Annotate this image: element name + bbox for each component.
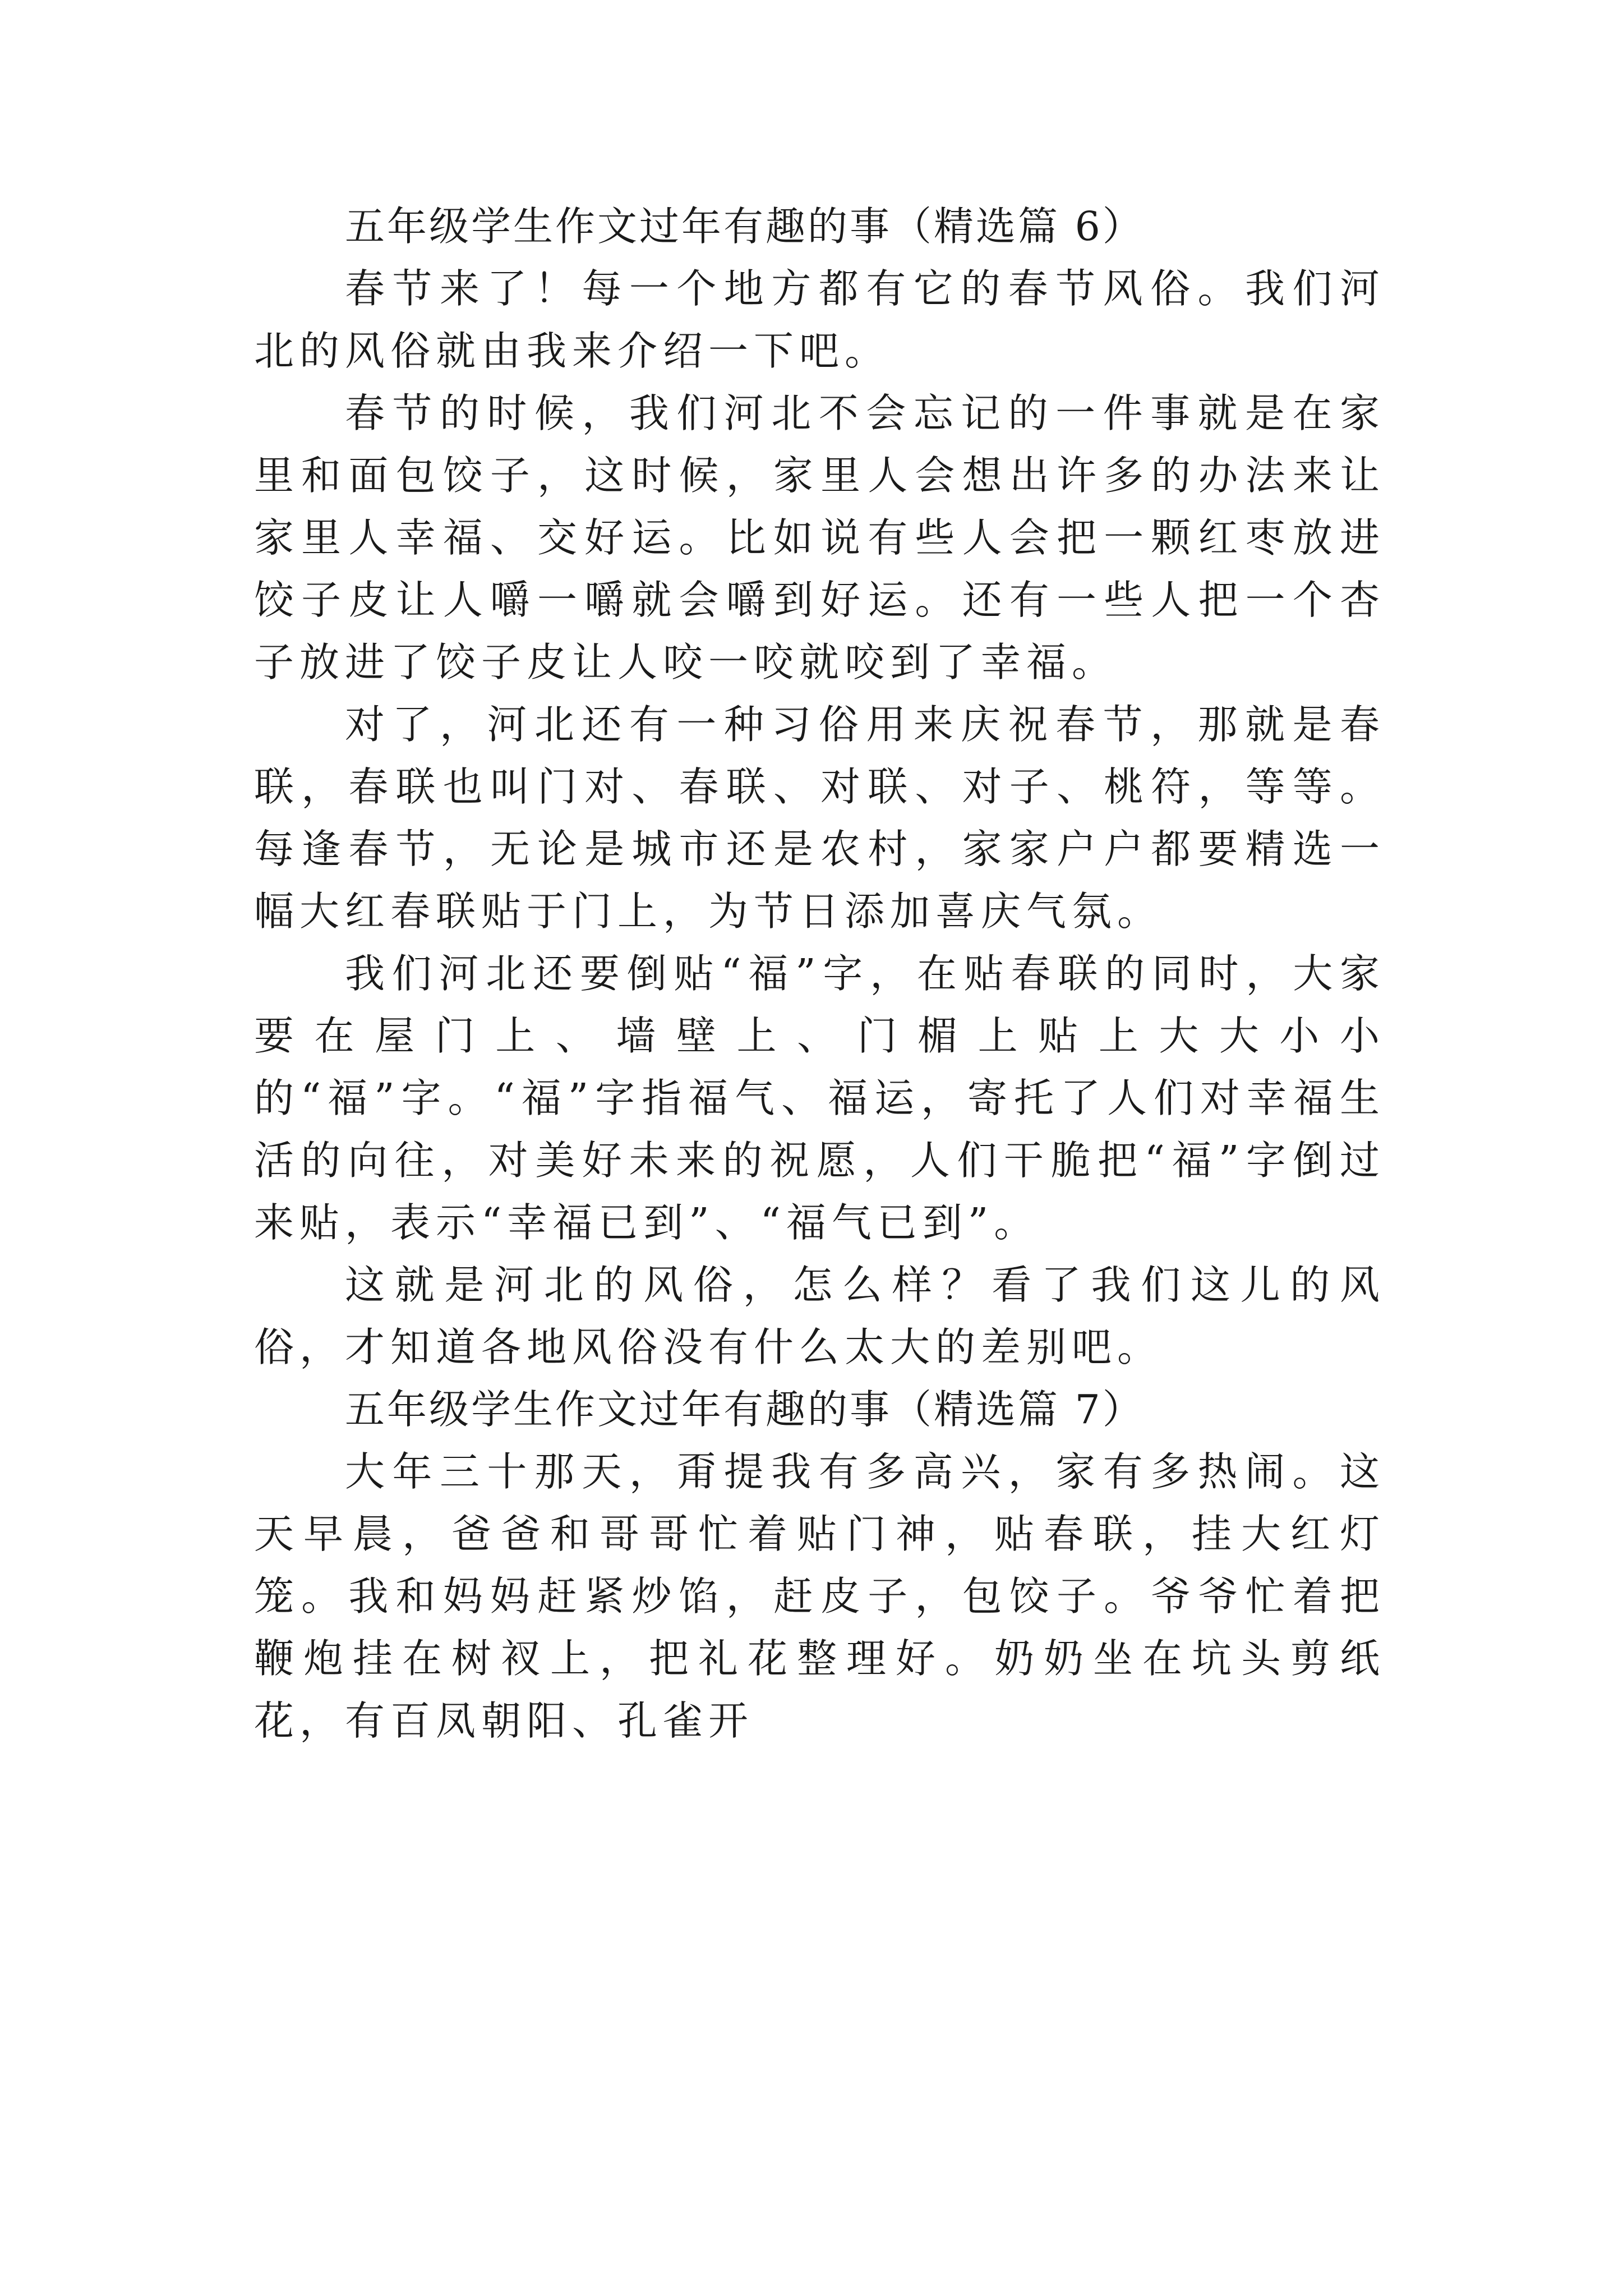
paragraph-2: 春节的时候，我们河北不会忘记的一件事就是在家里和面包饺子，这时候，家里人会想出许多的办法来让家里人幸福、交好运。比如说有些人会把一颗红枣放进饺子皮让人嚼一嚼就会嚼到好运。还有一些人把一个杏子放进了饺子皮让人咬一咬就咬到了幸福。 [254, 390, 1385, 685]
paragraph-6: 大年三十那天，甭提我有多高兴，家有多热闹。这天早晨，爸爸和哥哥忙着贴门神，贴春联，挂大红灯笼。我和妈妈赶紧炒馅，赶皮子，包饺子。爷爷忙着把鞭炮挂在树衩上，把礼花整理好。奶奶坐在坑头剪纸花，有百凤朝阳、孔雀开 [254, 1448, 1385, 1744]
paragraph-1: 春节来了！每一个地方都有它的春节风俗。我们河北的风俗就由我来介绍一下吧。 [254, 265, 1385, 374]
paragraph-5: 这就是河北的风俗，怎么样？看了我们这儿的风俗，才知道各地风俗没有什么太大的差别吧。 [254, 1262, 1385, 1370]
essay-heading-6: 五年级学生作文过年有趣的事（精选篇 6） [345, 203, 1145, 250]
essay-heading-7: 五年级学生作文过年有趣的事（精选篇 7） [345, 1386, 1145, 1433]
paragraph-3: 对了，河北还有一种习俗用来庆祝春节，那就是春联，春联也叫门对、春联、对联、对子、桃符，等等。每逢春节，无论是城市还是农村，家家户户都要精选一幅大红春联贴于门上，为节日添加喜庆气氛。 [254, 701, 1385, 935]
paragraph-4: 我们河北还要倒贴“福”字，在贴春联的同时，大家要在屋门上、墙壁上、门楣上贴上大大小小的“福”字。“福”字指福气、福运，寄托了人们对幸福生活的向往，对美好未来的祝愿，人们干脆把“福”字倒过来贴，表示“幸福已到”、“福气已到”。 [254, 950, 1385, 1246]
document-body [254, 195, 1385, 1752]
